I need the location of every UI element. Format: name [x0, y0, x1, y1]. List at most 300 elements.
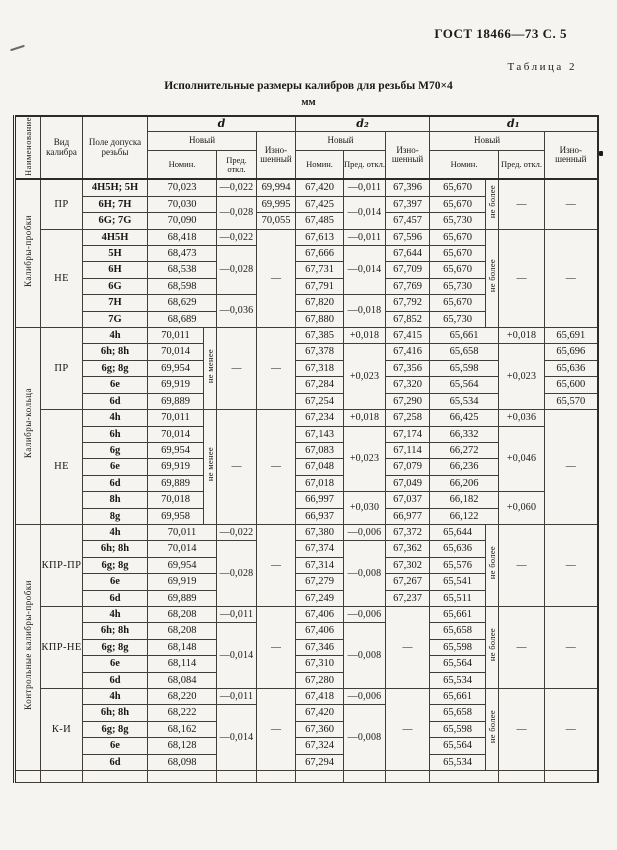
value-cell: 65,644: [430, 524, 486, 540]
value-cell: 67,346: [296, 639, 344, 655]
deviation-cell: +0,018: [344, 328, 386, 344]
value-cell: 66,236: [430, 459, 499, 475]
value-cell: 67,049: [386, 475, 430, 491]
value-cell: 65,564: [430, 738, 486, 754]
col-header-d2-deviation: Пред. откл.: [344, 151, 386, 180]
deviation-cell: —0,008: [344, 705, 386, 771]
dash-cell: —: [545, 229, 598, 327]
value-cell: 67,254: [296, 393, 344, 409]
tolerance-field-cell: 5Н: [83, 246, 148, 262]
deviation-cell: +0,023: [344, 426, 386, 492]
dash-cell: —: [499, 229, 545, 327]
value-cell: 65,636: [545, 360, 598, 376]
value-cell: 67,406: [296, 623, 344, 639]
value-cell: 67,356: [386, 360, 430, 376]
value-cell: 67,258: [386, 410, 430, 426]
table-row: [15, 771, 598, 783]
col-header-d2-nominal: Номин.: [296, 151, 344, 180]
limit-note-text: не более: [486, 259, 497, 293]
dash-cell: —: [257, 229, 296, 327]
value-cell: 65,691: [545, 328, 598, 344]
dash-cell: —: [386, 606, 430, 688]
empty-cell: [344, 771, 386, 783]
value-cell: 67,416: [386, 344, 430, 360]
tolerance-field-cell: 6g; 8g: [83, 721, 148, 737]
value-cell: 67,174: [386, 426, 430, 442]
table-row: [15, 606, 598, 622]
value-cell: 69,919: [148, 574, 217, 590]
tolerance-field-cell: 8g: [83, 508, 148, 524]
table-row: [15, 426, 598, 442]
doc-number: ГОСТ 18466—73 С. 5: [434, 26, 567, 41]
tolerance-field-cell: 6d: [83, 393, 148, 409]
dash-cell: —: [257, 410, 296, 525]
deviation-cell: —0,028: [217, 196, 257, 229]
value-cell: 67,385: [296, 328, 344, 344]
section-label-text: Контрольные калибры-пробки: [22, 579, 33, 710]
deviation-cell: —0,018: [344, 295, 386, 328]
tolerance-field-cell: 6e: [83, 459, 148, 475]
tolerance-field-cell: 6d: [83, 672, 148, 688]
col-header-d2-new: Новый: [296, 132, 386, 151]
value-cell: 65,661: [430, 328, 499, 344]
value-cell: 67,378: [296, 344, 344, 360]
dash-cell: —: [499, 179, 545, 229]
section-label: [15, 524, 41, 770]
limit-note-cell: [204, 410, 217, 525]
empty-cell: [148, 771, 217, 783]
deviation-cell: —0,014: [344, 246, 386, 295]
deviation-cell: —0,011: [344, 229, 386, 245]
deviation-cell: —0,006: [344, 689, 386, 705]
value-cell: 68,220: [148, 689, 217, 705]
value-cell: 65,511: [430, 590, 486, 606]
gauge-type-cell: К-И: [41, 689, 83, 771]
value-cell: 68,598: [148, 278, 217, 294]
value-cell: 67,418: [296, 689, 344, 705]
tolerance-field-cell: 6e: [83, 574, 148, 590]
value-cell: 65,598: [430, 639, 486, 655]
deviation-cell: +0,046: [499, 426, 545, 492]
margin-dot: [599, 151, 603, 156]
limit-note-cell: [204, 328, 217, 410]
value-cell: 67,880: [296, 311, 344, 327]
value-cell: 67,143: [296, 426, 344, 442]
value-cell: 67,310: [296, 656, 344, 672]
value-cell: 70,090: [148, 213, 217, 229]
table-title: Исполнительные размеры калибров для резьбы М70×4: [164, 80, 453, 92]
tolerance-field-cell: 6g: [83, 442, 148, 458]
deviation-cell: —0,008: [344, 623, 386, 689]
value-cell: 67,457: [386, 213, 430, 229]
dash-cell: —: [257, 606, 296, 688]
value-cell: 69,889: [148, 475, 204, 491]
value-cell: 67,280: [296, 672, 344, 688]
value-cell: 65,661: [430, 606, 486, 622]
value-cell: 69,958: [148, 508, 204, 524]
table-row: [15, 492, 598, 508]
tolerance-field-cell: 4h: [83, 689, 148, 705]
deviation-cell: —0,028: [217, 246, 257, 295]
value-cell: 67,290: [386, 393, 430, 409]
table-number: Таблица 2: [507, 61, 577, 73]
deviation-cell: —0,022: [217, 229, 257, 245]
value-cell: 67,294: [296, 754, 344, 770]
col-header-d1-worn: Изно-шенный: [545, 132, 598, 180]
value-cell: 67,114: [386, 442, 430, 458]
col-header-d1-nominal: Номин.: [430, 151, 499, 180]
empty-cell: [499, 771, 545, 783]
value-cell: 65,658: [430, 344, 499, 360]
value-cell: 68,084: [148, 672, 217, 688]
col-header-vid: Вид калибра: [41, 116, 83, 179]
gauge-type-cell: НЕ: [41, 229, 83, 327]
value-cell: 69,919: [148, 377, 204, 393]
limit-note-cell: [486, 229, 499, 327]
value-cell: 68,162: [148, 721, 217, 737]
value-cell: 67,267: [386, 574, 430, 590]
tolerance-field-cell: 4h: [83, 606, 148, 622]
value-cell: 68,689: [148, 311, 217, 327]
gauge-type-cell: КПР-НЕ: [41, 606, 83, 688]
value-cell: 65,730: [430, 278, 486, 294]
value-cell: 67,485: [296, 213, 344, 229]
col-header-d1-new: Новый: [430, 132, 545, 151]
tolerance-field-cell: 6Н: [83, 262, 148, 278]
value-cell: 67,079: [386, 459, 430, 475]
value-cell: 65,534: [430, 393, 499, 409]
empty-cell: [257, 771, 296, 783]
table-row: [15, 229, 598, 245]
value-cell: 70,014: [148, 426, 204, 442]
dash-cell: —: [217, 328, 257, 410]
value-cell: 67,279: [296, 574, 344, 590]
col-header-pole: Поле допуска резьбы: [83, 116, 148, 179]
value-cell: 65,636: [430, 541, 486, 557]
pen-mark: [10, 45, 25, 52]
gauge-type-cell: ПР: [41, 328, 83, 410]
dash-cell: —: [386, 689, 430, 771]
deviation-cell: +0,060: [499, 492, 545, 525]
value-cell: 65,564: [430, 656, 486, 672]
value-cell: 67,374: [296, 541, 344, 557]
value-cell: 67,397: [386, 196, 430, 212]
deviation-cell: —0,011: [217, 606, 257, 622]
value-cell: 68,098: [148, 754, 217, 770]
dash-cell: —: [257, 689, 296, 771]
empty-cell: [386, 771, 430, 783]
units-label: мм: [301, 97, 316, 108]
deviation-cell: —0,006: [344, 606, 386, 622]
value-cell: 67,018: [296, 475, 344, 491]
dash-cell: —: [545, 606, 598, 688]
limit-note-cell: [486, 606, 499, 688]
value-cell: 66,206: [430, 475, 499, 491]
limit-note-text: не более: [486, 185, 497, 219]
value-cell: 68,538: [148, 262, 217, 278]
value-cell: 70,023: [148, 179, 217, 196]
value-cell: 65,661: [430, 689, 486, 705]
gauge-type-cell: ПР: [41, 179, 83, 229]
value-cell: 68,114: [148, 656, 217, 672]
table-row: [15, 524, 598, 540]
table-row: [15, 689, 598, 705]
dash-cell: —: [499, 689, 545, 771]
value-cell: 67,406: [296, 606, 344, 622]
value-cell: 69,954: [148, 360, 204, 376]
value-cell: 68,148: [148, 639, 217, 655]
value-cell: 69,954: [148, 442, 204, 458]
tolerance-field-cell: 7G: [83, 311, 148, 327]
tolerance-field-cell: 6g; 8g: [83, 557, 148, 573]
value-cell: 67,083: [296, 442, 344, 458]
value-cell: 67,820: [296, 295, 344, 311]
value-cell: 67,284: [296, 377, 344, 393]
empty-cell: [41, 771, 83, 783]
value-cell: 66,425: [430, 410, 499, 426]
value-cell: 65,570: [545, 393, 598, 409]
col-header-d: d: [148, 116, 296, 132]
limit-note-text: не более: [486, 546, 497, 580]
col-header-d-worn: Изно-шенный: [257, 132, 296, 180]
value-cell: 67,314: [296, 557, 344, 573]
dash-cell: —: [499, 606, 545, 688]
value-cell: 65,600: [545, 377, 598, 393]
section-label-text: Калибры-пробки: [22, 215, 33, 288]
dash-cell: —: [545, 179, 598, 229]
value-cell: 67,396: [386, 179, 430, 196]
deviation-cell: +0,036: [499, 410, 545, 426]
table-row: [15, 410, 598, 426]
value-cell: 67,791: [296, 278, 344, 294]
table-row: [15, 344, 598, 360]
value-cell: 67,320: [386, 377, 430, 393]
deviation-cell: +0,018: [344, 410, 386, 426]
tolerance-field-cell: 6g; 8g: [83, 360, 148, 376]
limit-note-text: не менее: [204, 447, 215, 482]
value-cell: 67,362: [386, 541, 430, 557]
tolerance-field-cell: 7Н: [83, 295, 148, 311]
deviation-cell: —0,011: [344, 179, 386, 196]
deviation-cell: —0,011: [217, 689, 257, 705]
tolerance-field-cell: 6h; 8h: [83, 344, 148, 360]
tolerance-field-cell: 6G: [83, 278, 148, 294]
gauge-type-cell: НЕ: [41, 410, 83, 525]
tolerance-field-cell: 4Н5Н; 5Н: [83, 179, 148, 196]
value-cell: 66,977: [386, 508, 430, 524]
value-cell: 70,014: [148, 344, 204, 360]
deviation-cell: —0,028: [217, 541, 257, 607]
value-cell: 68,222: [148, 705, 217, 721]
value-cell: 65,670: [430, 196, 486, 212]
value-cell: 65,534: [430, 672, 486, 688]
tolerance-field-cell: 4h: [83, 410, 148, 426]
value-cell: 65,670: [430, 229, 486, 245]
dash-cell: —: [545, 524, 598, 606]
value-cell: 69,919: [148, 459, 204, 475]
deviation-cell: —0,008: [344, 541, 386, 607]
col-header-d1: d₁: [430, 116, 598, 132]
value-cell: 67,425: [296, 196, 344, 212]
col-header-d-deviation: Пред. откл.: [217, 151, 257, 180]
value-cell: 66,997: [296, 492, 344, 508]
tolerance-field-cell: 8h: [83, 492, 148, 508]
deviation-cell: —0,014: [217, 705, 257, 771]
value-cell: 70,011: [148, 328, 204, 344]
dash-cell: —: [257, 524, 296, 606]
col-header-d-new: Новый: [148, 132, 257, 151]
value-cell: 70,011: [148, 410, 204, 426]
value-cell: 67,318: [296, 360, 344, 376]
tolerance-field-cell: 6G; 7G: [83, 213, 148, 229]
value-cell: 65,598: [430, 360, 499, 376]
value-cell: 67,302: [386, 557, 430, 573]
value-cell: 67,048: [296, 459, 344, 475]
deviation-cell: +0,023: [344, 344, 386, 410]
tolerance-field-cell: 4Н5Н: [83, 229, 148, 245]
value-cell: 65,670: [430, 179, 486, 196]
value-cell: 65,696: [545, 344, 598, 360]
tolerance-field-cell: 6d: [83, 754, 148, 770]
col-header-d2: d₂: [296, 116, 430, 132]
tolerance-field-cell: 6d: [83, 590, 148, 606]
tolerance-field-cell: 6h: [83, 426, 148, 442]
col-header-naimenovanie-text: Наименование: [22, 117, 33, 176]
value-cell: 68,128: [148, 738, 217, 754]
value-cell: 65,658: [430, 623, 486, 639]
tolerance-field-cell: 6e: [83, 656, 148, 672]
value-cell: 67,709: [386, 262, 430, 278]
empty-cell: [217, 771, 257, 783]
value-cell: 67,234: [296, 410, 344, 426]
section-label-text: Калибры-кольца: [22, 388, 33, 459]
value-cell: 67,324: [296, 738, 344, 754]
value-cell: 67,380: [296, 524, 344, 540]
limit-note-cell: [486, 689, 499, 771]
value-cell: 69,889: [148, 590, 217, 606]
deviation-cell: +0,018: [499, 328, 545, 344]
value-cell: 66,332: [430, 426, 499, 442]
value-cell: 70,055: [257, 213, 296, 229]
col-header-d1-deviation: Пред. откл.: [499, 151, 545, 180]
col-header-d-nominal: Номин.: [148, 151, 217, 180]
tolerance-field-cell: 6g; 8g: [83, 639, 148, 655]
empty-cell: [15, 771, 41, 783]
tolerance-field-cell: 4h: [83, 524, 148, 540]
value-cell: 68,473: [148, 246, 217, 262]
dash-cell: —: [545, 689, 598, 771]
value-cell: 66,182: [430, 492, 499, 508]
limit-note-text: не более: [486, 628, 497, 662]
deviation-cell: —0,022: [217, 524, 257, 540]
gauge-type-cell: КПР-ПР: [41, 524, 83, 606]
empty-cell: [296, 771, 344, 783]
value-cell: 67,372: [386, 524, 430, 540]
value-cell: 69,994: [257, 179, 296, 196]
value-cell: 65,598: [430, 721, 486, 737]
dash-cell: —: [217, 410, 257, 525]
tolerance-field-cell: 6h; 8h: [83, 623, 148, 639]
dash-cell: —: [499, 524, 545, 606]
value-cell: 68,418: [148, 229, 217, 245]
deviation-cell: —0,006: [344, 524, 386, 540]
value-cell: 70,018: [148, 492, 204, 508]
value-cell: 67,420: [296, 705, 344, 721]
table-row: [15, 328, 598, 344]
value-cell: 65,670: [430, 262, 486, 278]
tolerance-field-cell: 6h; 8h: [83, 541, 148, 557]
value-cell: 65,564: [430, 377, 499, 393]
deviation-cell: —0,014: [217, 623, 257, 689]
value-cell: 70,030: [148, 196, 217, 212]
value-cell: 67,249: [296, 590, 344, 606]
value-cell: 67,613: [296, 229, 344, 245]
value-cell: 65,670: [430, 295, 486, 311]
value-cell: 67,769: [386, 278, 430, 294]
deviation-cell: +0,030: [344, 492, 386, 525]
value-cell: 67,666: [296, 246, 344, 262]
empty-cell: [83, 771, 148, 783]
value-cell: 65,576: [430, 557, 486, 573]
value-cell: 69,995: [257, 196, 296, 212]
calibration-sizes-table: [13, 115, 599, 783]
value-cell: 67,852: [386, 311, 430, 327]
value-cell: 65,730: [430, 213, 486, 229]
tolerance-field-cell: 6d: [83, 475, 148, 491]
value-cell: 70,014: [148, 541, 217, 557]
deviation-cell: +0,023: [499, 344, 545, 410]
value-cell: 69,954: [148, 557, 217, 573]
value-cell: 65,730: [430, 311, 486, 327]
tolerance-field-cell: 6e: [83, 738, 148, 754]
limit-note-cell: [486, 524, 499, 606]
col-header-naimenovanie: [15, 116, 41, 179]
value-cell: 65,534: [430, 754, 486, 770]
value-cell: 68,208: [148, 606, 217, 622]
value-cell: 66,937: [296, 508, 344, 524]
value-cell: 70,011: [148, 524, 217, 540]
value-cell: 69,889: [148, 393, 204, 409]
value-cell: 68,629: [148, 295, 217, 311]
value-cell: 68,208: [148, 623, 217, 639]
value-cell: 65,541: [430, 574, 486, 590]
deviation-cell: —0,022: [217, 179, 257, 196]
limit-note-cell: [486, 179, 499, 229]
tolerance-field-cell: 4h: [83, 328, 148, 344]
value-cell: 66,272: [430, 442, 499, 458]
tolerance-field-cell: 6h; 8h: [83, 705, 148, 721]
dash-cell: —: [257, 328, 296, 410]
dash-cell: —: [545, 410, 598, 525]
value-cell: 67,037: [386, 492, 430, 508]
tolerance-field-cell: 6e: [83, 377, 148, 393]
deviation-cell: —0,014: [344, 196, 386, 229]
value-cell: 67,792: [386, 295, 430, 311]
empty-cell: [545, 771, 598, 783]
value-cell: 65,658: [430, 705, 486, 721]
value-cell: 65,670: [430, 246, 486, 262]
section-label: [15, 328, 41, 525]
value-cell: 66,122: [430, 508, 499, 524]
empty-cell: [430, 771, 499, 783]
value-cell: 67,731: [296, 262, 344, 278]
limit-note-text: не менее: [204, 348, 215, 383]
table-row: [15, 179, 598, 196]
section-label: [15, 179, 41, 327]
col-header-d2-worn: Изно-шенный: [386, 132, 430, 180]
value-cell: 67,420: [296, 179, 344, 196]
tolerance-field-cell: 6Н; 7Н: [83, 196, 148, 212]
